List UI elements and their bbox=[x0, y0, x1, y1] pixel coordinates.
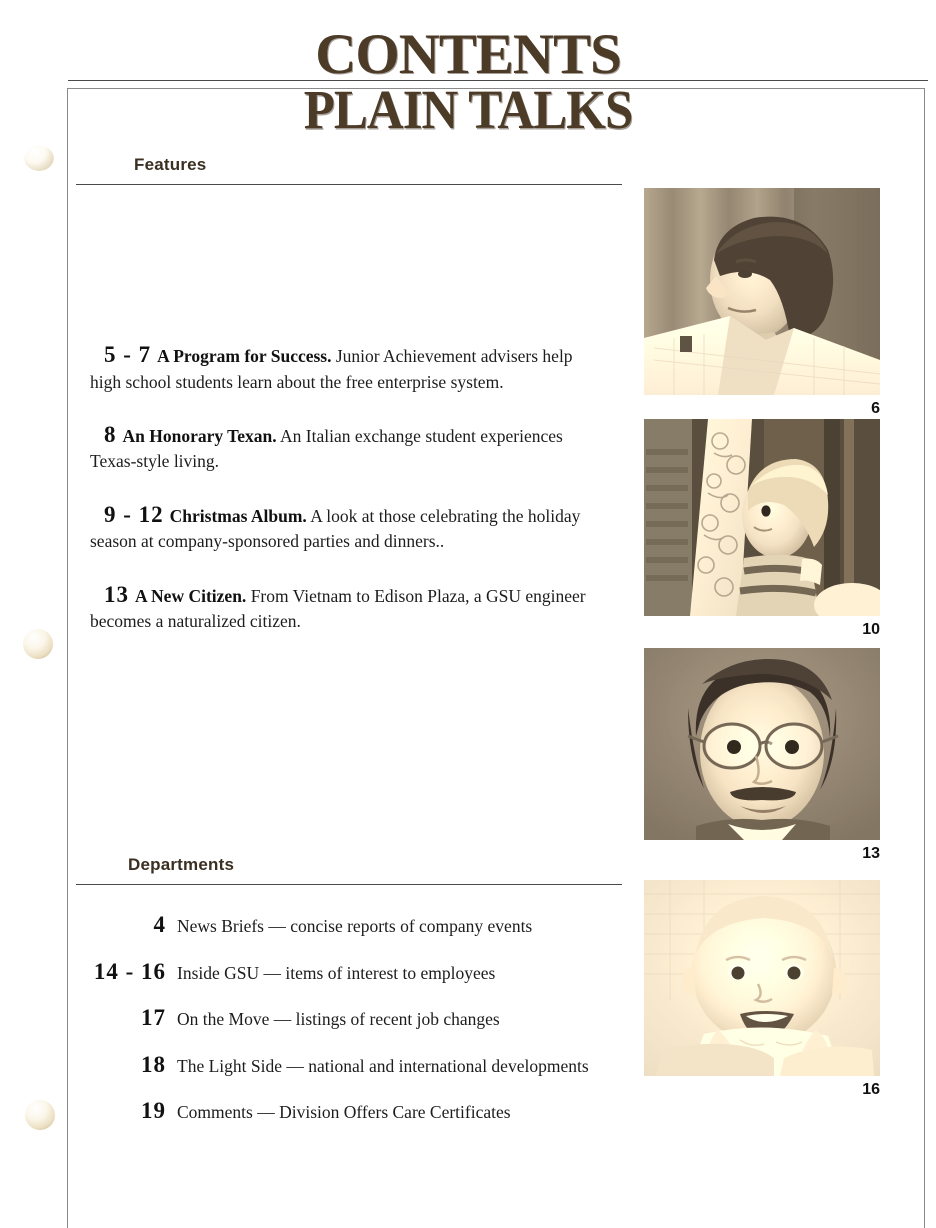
list-item[interactable] bbox=[90, 955, 610, 990]
features-section-heading: Features bbox=[134, 155, 207, 174]
department-text: Comments — Division Offers Care Certificates bbox=[177, 1102, 511, 1122]
photo-caption: 13 bbox=[862, 845, 880, 862]
feature-description: Junior Achievement advisers help high school students learn about the free enterprise system. bbox=[90, 346, 573, 392]
department-page-number: 19 bbox=[141, 1098, 166, 1123]
feature-description: An Italian exchange student experiences Texas-style living. bbox=[90, 425, 563, 472]
photo-block bbox=[644, 880, 880, 1098]
list-item[interactable] bbox=[90, 908, 610, 943]
photo-block bbox=[644, 648, 880, 862]
department-text: The Light Side — national and international developments bbox=[177, 1055, 589, 1076]
page-title: CONTENTS bbox=[315, 23, 621, 86]
department-text: Inside GSU — items of interest to employees bbox=[177, 962, 496, 983]
smiling-baby-photo bbox=[644, 880, 880, 1076]
feature-title: A New Citizen. bbox=[135, 585, 247, 606]
man-profile-photo bbox=[644, 188, 880, 395]
departments-divider bbox=[76, 884, 622, 885]
departments-list bbox=[90, 908, 610, 1141]
photo-caption: 10 bbox=[862, 621, 880, 638]
department-page-number: 4 bbox=[153, 912, 166, 937]
list-item[interactable] bbox=[90, 580, 600, 634]
list-item[interactable] bbox=[90, 1094, 610, 1129]
child-by-christmas-tree-photo bbox=[644, 419, 880, 616]
photo-block bbox=[644, 419, 880, 638]
list-item[interactable] bbox=[90, 500, 600, 554]
feature-page-number: 5 - 7 bbox=[104, 342, 152, 367]
photo-caption: 16 bbox=[862, 1081, 880, 1098]
department-page-number: 18 bbox=[141, 1051, 166, 1077]
man-portrait-glasses-photo bbox=[644, 648, 880, 840]
feature-description: From Vietnam to Edison Plaza, a GSU engineer becomes a naturalized citizen. bbox=[90, 585, 586, 632]
feature-page-number: 13 bbox=[104, 581, 129, 607]
feature-title: A Program for Success. bbox=[157, 346, 332, 366]
photo-caption: 6 bbox=[871, 400, 880, 417]
list-item[interactable] bbox=[90, 420, 600, 474]
feature-page-number: 9 - 12 bbox=[104, 501, 164, 527]
departments-section-heading: Departments bbox=[128, 855, 235, 874]
list-item[interactable] bbox=[90, 340, 600, 394]
feature-description: A look at those celebrating the holiday season at company-sponsored parties and dinners.. bbox=[90, 505, 581, 552]
features-divider bbox=[76, 184, 622, 185]
publication-title: PLAIN TALKS bbox=[303, 80, 633, 142]
feature-title: Christmas Album. bbox=[169, 505, 307, 526]
feature-title: An Honorary Texan. bbox=[122, 425, 277, 446]
features-list bbox=[90, 340, 600, 659]
department-page-number: 17 bbox=[141, 1005, 166, 1030]
list-item[interactable] bbox=[90, 1048, 610, 1083]
department-text: News Briefs — concise reports of company events bbox=[177, 916, 533, 936]
list-item[interactable] bbox=[90, 1001, 610, 1036]
department-page-number: 14 - 16 bbox=[93, 958, 166, 984]
feature-page-number: 8 bbox=[104, 421, 117, 447]
photo-block bbox=[644, 188, 880, 417]
department-text: On the Move — listings of recent job changes bbox=[177, 1009, 500, 1029]
